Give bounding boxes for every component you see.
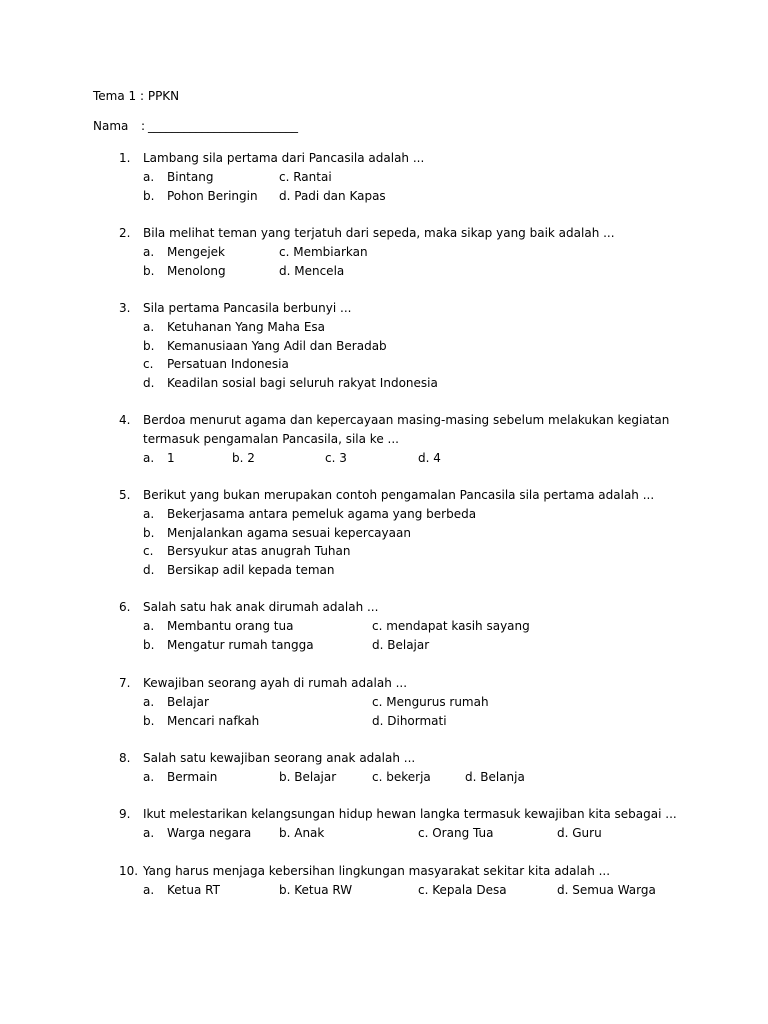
nama-label: Nama xyxy=(93,119,129,133)
question-number: 2. xyxy=(119,226,131,240)
question-number: 10. xyxy=(119,864,139,878)
option-letter: a. xyxy=(143,169,155,184)
option-text: Ketuhanan Yang Maha Esa xyxy=(167,319,326,334)
option-text: d. Belanja xyxy=(465,769,525,784)
option-text: d. 4 xyxy=(418,450,441,465)
option-letter: b. xyxy=(143,713,155,728)
question-number: 1. xyxy=(119,151,131,165)
option-text: d. Dihormati xyxy=(372,713,447,728)
option-letter: b. xyxy=(143,263,155,278)
question-number: 8. xyxy=(119,751,131,765)
question-text: Berdoa menurut agama dan kepercayaan masing-masing sebelum melakukan kegiatan xyxy=(143,413,670,427)
question-number: 4. xyxy=(119,413,131,427)
option-text: b. Anak xyxy=(279,825,325,840)
option-letter: b. xyxy=(143,525,155,540)
option-text: d. Belajar xyxy=(372,637,430,652)
question-text: Sila pertama Pancasila berbunyi ... xyxy=(143,301,352,315)
option-text: d. Semua Warga xyxy=(557,882,656,897)
option-text: c. 3 xyxy=(325,450,347,465)
option-letter: b. xyxy=(143,637,155,652)
option-letter: a. xyxy=(143,825,155,840)
nama-colon: : xyxy=(141,119,146,133)
option-text: Keadilan sosial bagi seluruh rakyat Indonesia xyxy=(167,376,438,391)
option-text: c. Mengurus rumah xyxy=(372,694,489,709)
option-letter: a. xyxy=(143,506,155,521)
option-text: c. bekerja xyxy=(372,769,431,784)
option-letter: b. xyxy=(143,338,155,353)
question-number: 9. xyxy=(119,807,131,821)
option-text: Ketua RT xyxy=(167,882,220,897)
option-text: Menolong xyxy=(167,263,226,278)
question-text: Salah satu kewajiban seorang anak adalah ... xyxy=(143,751,416,765)
option-text: c. Kepala Desa xyxy=(418,882,507,897)
option-letter: a. xyxy=(143,450,155,465)
option-text: Menjalankan agama sesuai kepercayaan xyxy=(167,525,411,540)
option-text: b. 2 xyxy=(232,450,255,465)
option-text: b. Belajar xyxy=(279,769,337,784)
question-text: termasuk pengamalan Pancasila, sila ke ... xyxy=(143,431,399,446)
question-text: Berikut yang bukan merupakan contoh pengamalan Pancasila sila pertama adalah ... xyxy=(143,488,655,502)
question-text: Bila melihat teman yang terjatuh dari sepeda, maka sikap yang baik adalah ... xyxy=(143,226,615,240)
option-letter: a. xyxy=(143,882,155,897)
option-letter: a. xyxy=(143,694,155,709)
question-text: Kewajiban seorang ayah di rumah adalah ... xyxy=(143,676,408,690)
question-text: Salah satu hak anak dirumah adalah ... xyxy=(143,600,379,614)
option-letter: d. xyxy=(143,563,155,578)
option-text: Kemanusiaan Yang Adil dan Beradab xyxy=(167,338,387,353)
question-number: 5. xyxy=(119,488,131,502)
tema-title: Tema 1 : PPKN xyxy=(93,89,180,103)
option-text: Pohon Beringin xyxy=(167,188,258,203)
option-text: Bersyukur atas anugrah Tuhan xyxy=(167,544,351,559)
option-text: Bintang xyxy=(167,169,214,184)
option-text: d. Padi dan Kapas xyxy=(279,188,386,203)
question-text: Ikut melestarikan kelangsungan hidup hewan langka termasuk kewajiban kita sebagai ... xyxy=(143,807,677,821)
option-letter: a. xyxy=(143,618,155,633)
option-text: Bersikap adil kepada teman xyxy=(167,563,335,578)
option-text: Bekerjasama antara pemeluk agama yang berbeda xyxy=(167,506,477,521)
option-text: d. Guru xyxy=(557,825,602,840)
option-text: c. Orang Tua xyxy=(418,825,494,840)
option-text: d. Mencela xyxy=(279,263,345,278)
question-text: Lambang sila pertama dari Pancasila adalah ... xyxy=(143,151,425,165)
option-letter: c. xyxy=(143,544,154,559)
question-text: Yang harus menjaga kebersihan lingkungan masyarakat sekitar kita adalah ... xyxy=(143,864,611,878)
option-letter: a. xyxy=(143,244,155,259)
option-text: c. mendapat kasih sayang xyxy=(372,618,530,633)
nama-blank: _________________________ xyxy=(148,119,298,133)
option-letter: d. xyxy=(143,376,155,391)
option-text: 1 xyxy=(167,450,175,465)
question-number: 7. xyxy=(119,676,131,690)
option-text: Persatuan Indonesia xyxy=(167,357,289,372)
option-letter: c. xyxy=(143,357,154,372)
option-text: Belajar xyxy=(167,694,209,709)
option-text: Membantu orang tua xyxy=(167,618,294,633)
option-letter: b. xyxy=(143,188,155,203)
option-text: c. Membiarkan xyxy=(279,244,368,259)
option-letter: a. xyxy=(143,319,155,334)
option-text: b. Ketua RW xyxy=(279,882,353,897)
option-letter: a. xyxy=(143,769,155,784)
option-text: Warga negara xyxy=(167,825,252,840)
option-text: Mengatur rumah tangga xyxy=(167,637,314,652)
question-number: 6. xyxy=(119,600,131,614)
question-number: 3. xyxy=(119,301,131,315)
option-text: Bermain xyxy=(167,769,218,784)
option-text: c. Rantai xyxy=(279,169,332,184)
option-text: Mengejek xyxy=(167,244,226,259)
option-text: Mencari nafkah xyxy=(167,713,260,728)
